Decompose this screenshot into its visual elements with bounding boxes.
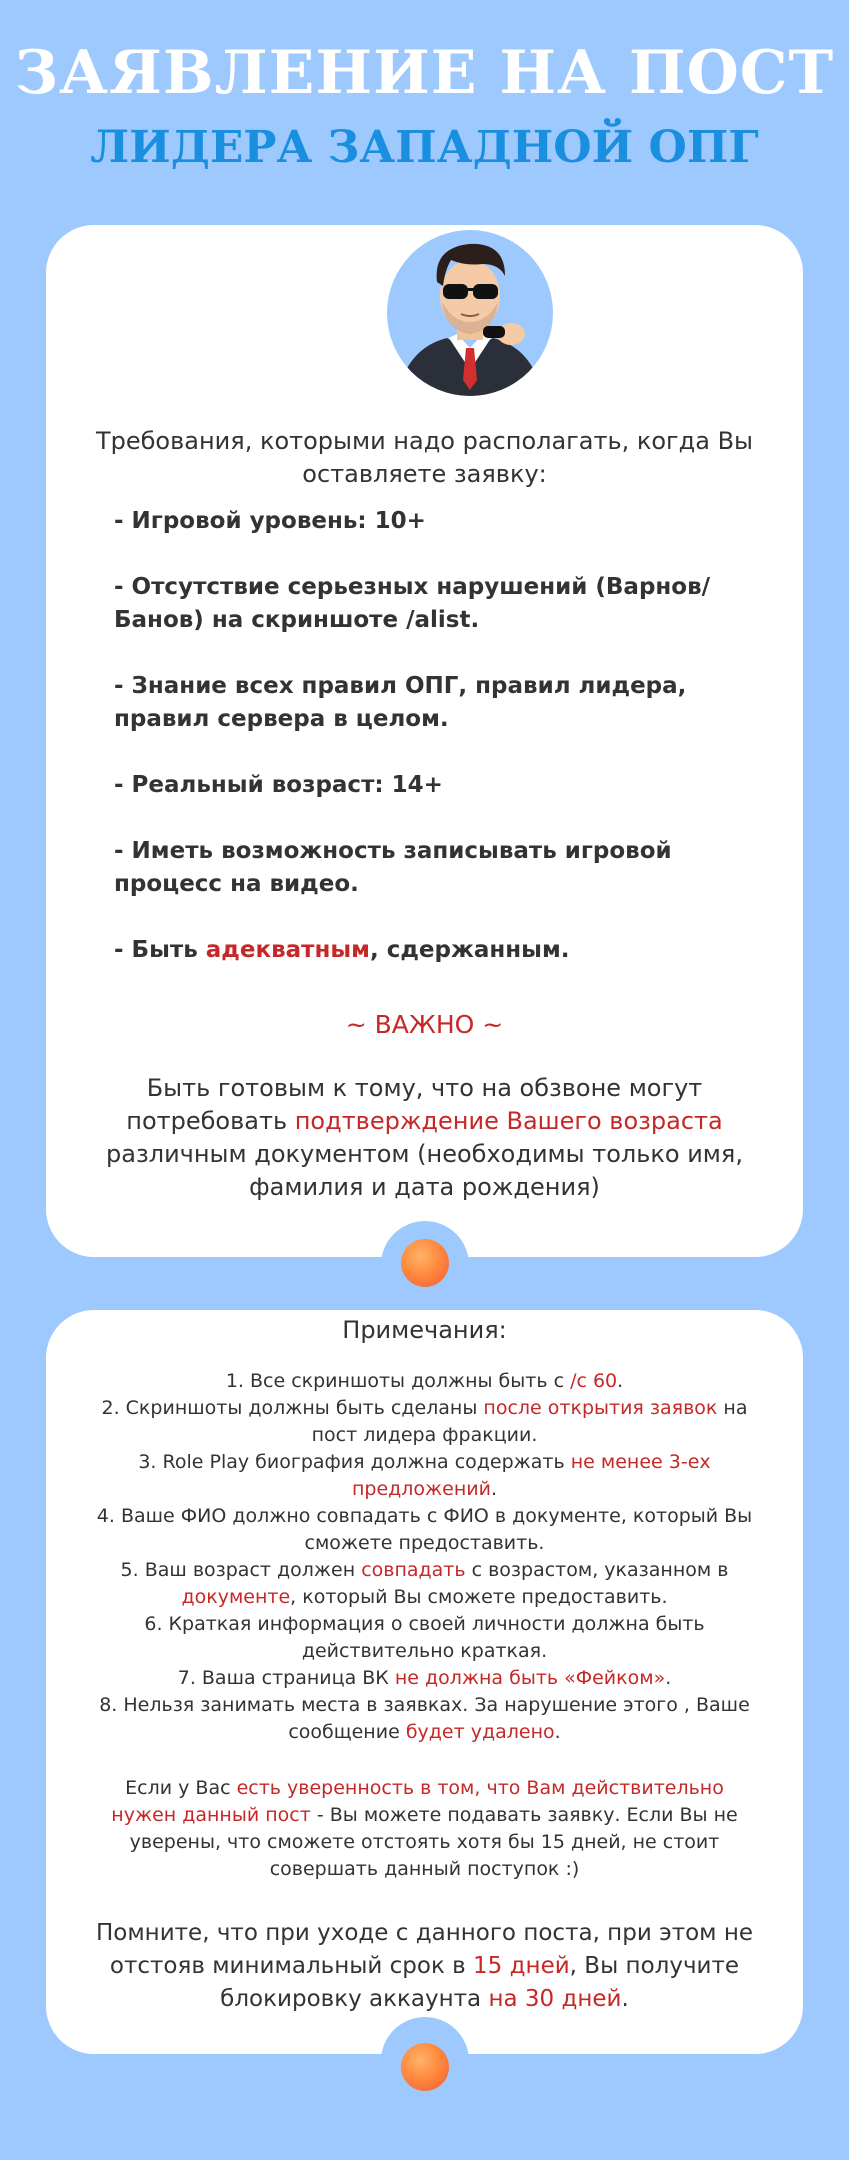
page-subtitle: ЛИДЕРА ЗАПАДНОЙ ОПГ (90, 122, 759, 173)
note-text: Если у Вас (125, 1777, 237, 1799)
note-text: . (617, 1370, 624, 1392)
list-item (90, 1395, 759, 1449)
note-text: . (554, 1721, 561, 1743)
note-text: . (665, 1667, 672, 1689)
list-item: 6. Краткая информация о своей личности должна быть действительно краткая. (144, 1613, 705, 1662)
highlight-text: на 30 дней (488, 1986, 622, 2012)
important-label: ~ ВАЖНО ~ (345, 1010, 504, 1039)
note-text: 1. Все скриншоты должны быть с (225, 1370, 571, 1392)
highlight-text: совпадать (361, 1559, 466, 1581)
page-title: ЗАЯВЛЕНИЕ НА ПОСТ (14, 38, 835, 108)
highlight-text: 15 дней (473, 1953, 570, 1979)
note-text: . (490, 1478, 498, 1500)
requirements-card (46, 225, 803, 1257)
note-text: на пост лидера фракции. (311, 1397, 748, 1446)
list-item: - Знание всех правил ОПГ, правил лидера, правил сервера в целом. (114, 673, 687, 732)
note-text: . (621, 1986, 629, 2012)
orange-dot-icon (401, 1239, 449, 1287)
highlight-text: документе (181, 1586, 291, 1608)
note-text: Помните, что при уходе с данного поста, при этом не отстояв минимальный срок в (95, 1920, 754, 1979)
note-text: , который Вы сможете предоставить. (290, 1586, 668, 1608)
highlight-text: подтверждение Вашего возраста (294, 1107, 723, 1135)
note-text: с возрастом, указанном в (465, 1559, 729, 1581)
list-item (90, 1449, 759, 1503)
note-text: 7. Ваша страница ВК (177, 1667, 395, 1689)
item-prefix: - Быть (114, 937, 206, 963)
final-warning (80, 1917, 769, 2016)
highlight-text: после открытия заявок (483, 1397, 718, 1419)
list-item (90, 1368, 759, 1395)
requirements-intro: Требования, которыми надо располагать, когда Вы оставляете заявку: (95, 427, 754, 488)
age-confirmation-note (96, 1072, 753, 1204)
notes-list (90, 1368, 759, 1746)
list-item: - Игровой уровень: 10+ (114, 508, 426, 534)
note-text: , Вы получите блокировку аккаунта (220, 1953, 740, 2012)
item-suffix: , сдержанным. (369, 937, 570, 963)
list-item: - Иметь возможность записывать игровой процесс на видео. (114, 838, 672, 897)
note-text: Быть готовым к тому, что на обзвоне могут потребовать (126, 1074, 703, 1135)
list-item (90, 1665, 759, 1692)
list-item: 4. Ваше ФИО должно совпадать с ФИО в документе, который Вы сможете предоставить. (96, 1505, 753, 1554)
note-text: различным документом (необходимы только имя, фамилия и дата рождения) (106, 1140, 743, 1201)
highlight-text: есть уверенность в том, что Вам действительно нужен данный пост (111, 1777, 724, 1826)
note-text: 2. Скриншоты должны быть сделаны (101, 1397, 484, 1419)
highlight-text: не должна быть «Фейком» (394, 1667, 666, 1689)
businessman-avatar-icon (387, 230, 553, 396)
highlight-text: адекватным (205, 937, 370, 963)
note-text: 8. Нельзя занимать места в заявках. За нарушение этого , Ваше сообщение (99, 1694, 750, 1743)
note-text: - Вы можете подавать заявку. Если Вы не уверены, что сможете отстоять хотя бы 15 дней, не стоит совершать данный поступок :) (129, 1804, 738, 1880)
avatar (387, 230, 553, 396)
notes-title: Примечания: (342, 1316, 507, 1344)
list-item (90, 1692, 759, 1746)
list-item (90, 1557, 759, 1611)
highlight-text: /c 60 (570, 1370, 618, 1392)
highlight-text: будет удалено (405, 1721, 555, 1743)
requirements-list (114, 505, 774, 967)
confidence-paragraph (90, 1775, 759, 1883)
list-item: - Отсутствие серьезных нарушений (Варнов/Банов) на скриншоте /alist. (114, 574, 711, 633)
note-text: 3. Role Play биография должна содержать (138, 1451, 571, 1473)
orange-dot-icon (401, 2043, 449, 2091)
list-item (114, 934, 774, 967)
list-item: - Реальный возраст: 14+ (114, 772, 443, 798)
highlight-text: не менее 3-ех предложений (351, 1451, 711, 1500)
note-text: 5. Ваш возраст должен (120, 1559, 362, 1581)
